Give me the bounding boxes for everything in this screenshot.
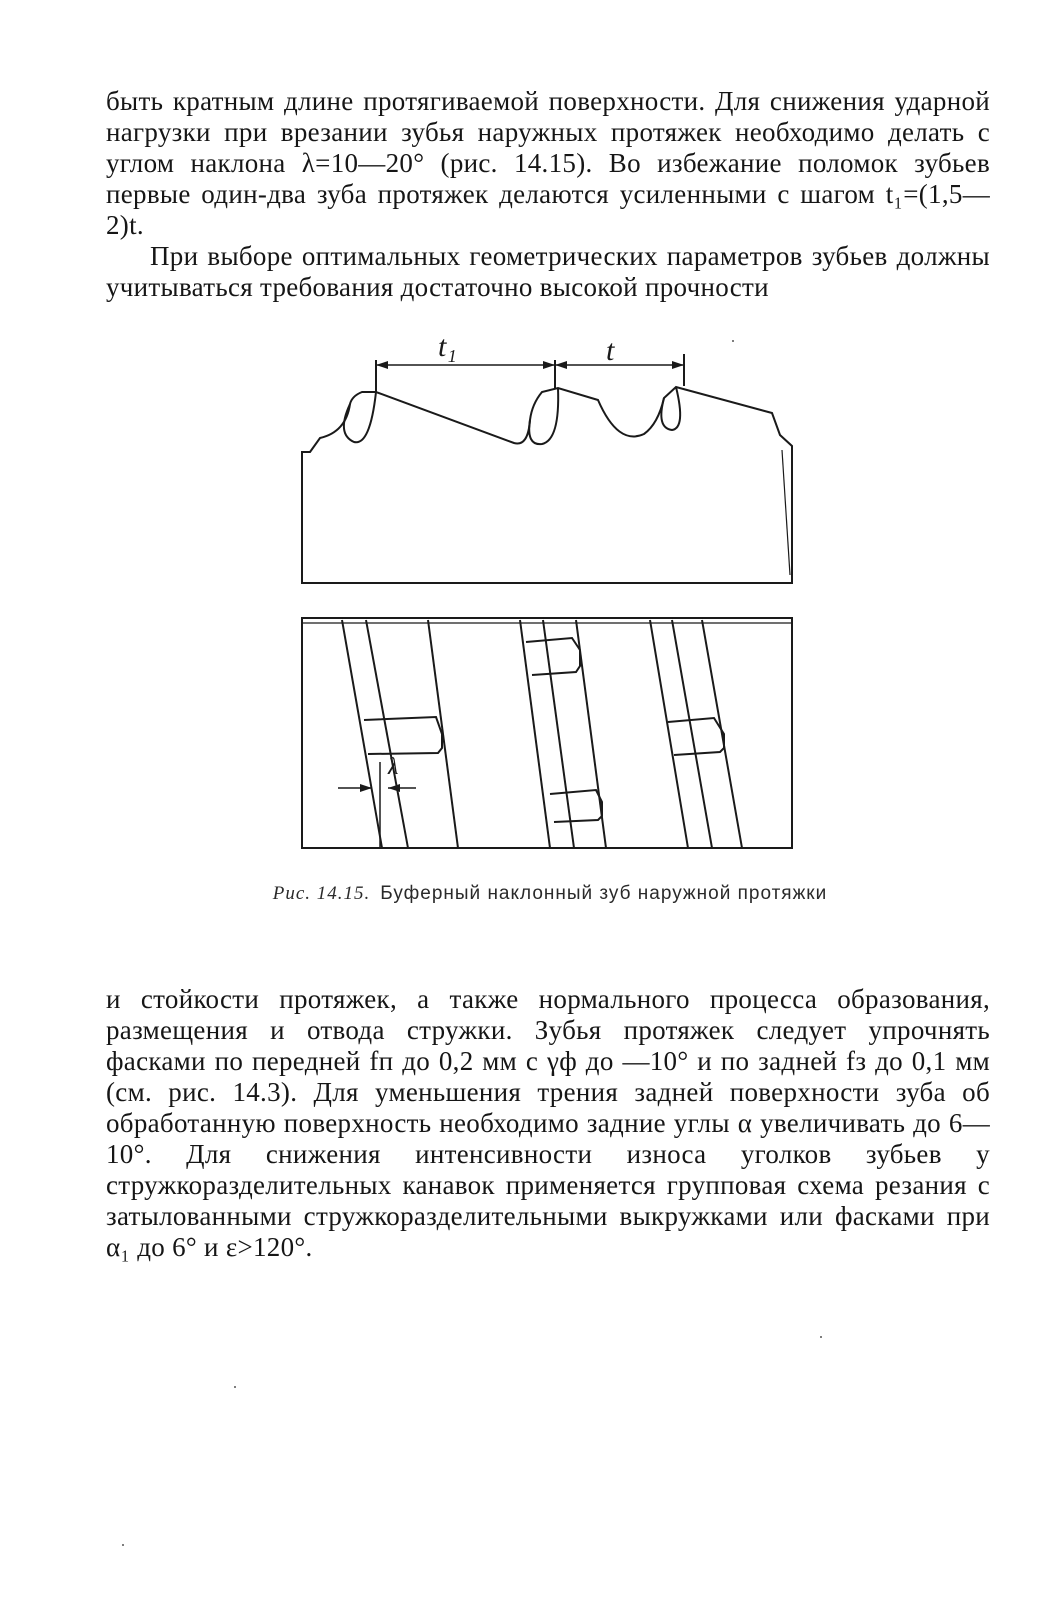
side-view-drawing: [302, 354, 792, 583]
paragraph-1: быть кратным длине протягиваемой поверхности. Для снижения ударной нагрузки при врезании зубья наружных протяжек необходимо делать с углом наклона λ=10—20° (рис. 14.15). Во избежание поломок зубьев первые один-два зуба протяжек делаются усиленными с шагом t₁=(1,5—2)t.: [106, 86, 990, 240]
scan-speck: [234, 1386, 236, 1388]
scan-speck: [820, 1336, 822, 1338]
figure-broach-tooth: [280, 320, 820, 880]
caption-label: Рис. 14.15.: [272, 883, 371, 904]
pitch-t-label: t: [606, 334, 615, 367]
paragraph-3: и стойкости протяжек, а также нормального процесса образования, размещения и отвода стружки. Зубья протяжек следует упрочнять фасками по передней fп до 0,2 мм с γф до —10° и по задней fз до 0,1 мм (см. рис. 14.3). Для уменьшения трения задней поверхности зуба об обработанную поверхность необходимо задние углы α увеличивать до 6—10°. Для снижения интенсивности износа уголков зубьев у стружкоразделительных канавок применяется групповая схема резания с затылованными стружкоразделительными выкружками или фасками при α₁ до 6° и ε>120°.: [106, 984, 990, 1262]
top-view-drawing: [302, 618, 792, 848]
caption-text: Буферный наклонный зуб наружной протяжки: [380, 883, 828, 904]
scan-speck: [122, 1544, 124, 1546]
paragraph-2: При выборе оптимальных геометрических параметров зубьев должны учитываться требования достаточно высокой прочности: [106, 241, 990, 302]
figure-caption: [270, 882, 830, 905]
scan-speck: [732, 340, 734, 342]
pitch-t1-label: t₁: [438, 330, 457, 363]
lambda-label: λ: [388, 754, 399, 780]
